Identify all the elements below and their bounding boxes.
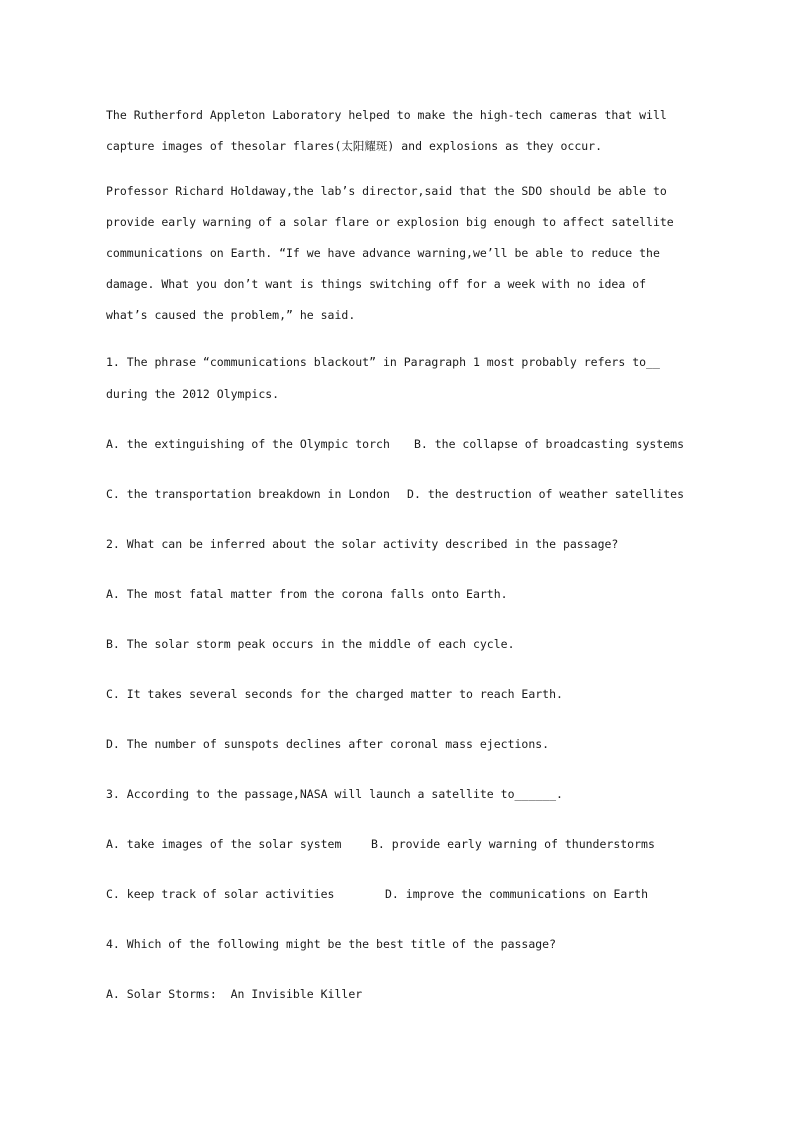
question-3-option-a: A. take images of the solar system xyxy=(106,837,342,851)
question-1-stem-line2: during the 2012 Olympics. xyxy=(106,387,280,401)
question-3-stem: 3. According to the passage,NASA will launch a satellite to______. xyxy=(106,787,563,801)
passage-paragraph-2: Professor Richard Holdaway,the lab’s director,said that the SDO should be able to provide early warning of a solar flare or explosion big enough to affect satellite communications on Earth. “If we have advance warning,we’ll be able to reduce the damage. What you don’t want is things switching off for a week with no idea of what’s caused the problem,” he said. xyxy=(106,184,674,322)
question-3-option-b: B. provide early warning of thunderstorms xyxy=(371,837,655,851)
question-1-option-c: C. the transportation breakdown in London xyxy=(106,487,390,501)
question-1-options-ab xyxy=(106,429,684,479)
question-2-option-a: A. The most fatal matter from the corona falls onto Earth. xyxy=(106,587,508,601)
question-2-stem: 2. What can be inferred about the solar activity described in the passage? xyxy=(106,537,619,551)
passage-paragraph-1: The Rutherford Appleton Laboratory helped to make the high-tech cameras that will capture images of thesolar flares(太阳耀斑) and explosions as they occur. xyxy=(106,108,667,153)
question-3-option-c: C. keep track of solar activities xyxy=(106,887,335,901)
question-1-option-a: A. the extinguishing of the Olympic torch xyxy=(106,437,390,451)
question-3-option-d: D. improve the communications on Earth xyxy=(385,887,649,901)
question-1-option-b: B. the collapse of broadcasting systems xyxy=(413,437,684,451)
question-2-option-b: B. The solar storm peak occurs in the middle of each cycle. xyxy=(106,637,515,651)
question-4-stem: 4. Which of the following might be the best title of the passage? xyxy=(106,937,557,951)
document-page xyxy=(106,100,684,1029)
question-4-option-a: A. Solar Storms: An Invisible Killer xyxy=(106,987,363,1001)
question-2-option-d: D. The number of sunspots declines after coronal mass ejections. xyxy=(106,737,550,751)
question-3-options-cd xyxy=(106,879,684,929)
question-1-option-d: D. the destruction of weather satellites xyxy=(407,487,684,501)
question-3-options-ab xyxy=(106,829,684,879)
question-2-option-c: C. It takes several seconds for the charged matter to reach Earth. xyxy=(106,687,563,701)
question-1-options-cd xyxy=(106,479,684,529)
question-1-stem-line1: 1. The phrase “communications blackout” in Paragraph 1 most probably refers to__ xyxy=(106,355,660,369)
